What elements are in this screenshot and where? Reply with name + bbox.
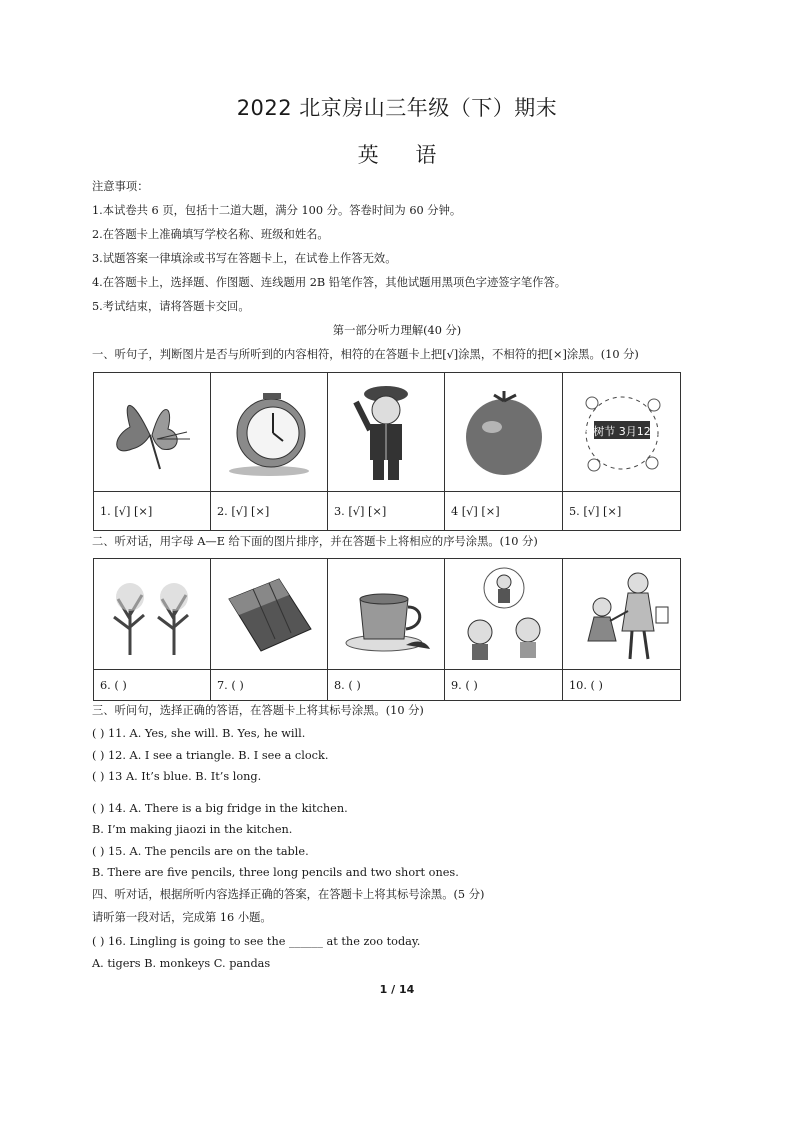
- answer-option: 4 [√] [×]: [445, 492, 563, 531]
- police-officer-icon: [336, 380, 436, 485]
- page-title: 2022 北京房山三年级（下）期末: [236, 96, 558, 120]
- chocolate-bar-icon: [219, 569, 319, 659]
- tree-planting-day-text: 植树节 3月12日: [581, 424, 662, 438]
- tree-planting-day-icon: [572, 385, 672, 480]
- tomato-icon: [454, 387, 554, 477]
- answer-option: 2. [√] [×]: [211, 492, 328, 531]
- cup-of-tea-icon: [336, 569, 436, 659]
- answer-option: 5. [√] [×]: [563, 492, 681, 531]
- picture-cell: [211, 373, 328, 492]
- section-heading: 二、听对话，用字母 A—E 给下面的图片排序，并在答题卡上将相应的序号涂黑。(10 分): [92, 535, 538, 548]
- bare-trees-icon: [102, 569, 202, 659]
- picture-cell: [328, 373, 445, 492]
- question-line: B. There are five pencils, three long pencils and two short ones.: [92, 866, 459, 879]
- picture-cell: [445, 559, 563, 670]
- picture-cell: [563, 559, 681, 670]
- question-line: ( ) 14. A. There is a big fridge in the kitchen.: [92, 802, 348, 815]
- section-heading: 四、听对话，根据所听内容选择正确的答案，在答题卡上将其标号涂黑。(5 分): [92, 888, 485, 901]
- notice-item: 4.在答题卡上，选择题、作图题、连线题用 2B 铅笔作答，其他试题用黑项色字迹签字笔作答。: [92, 276, 567, 289]
- picture-cell: [445, 373, 563, 492]
- butterfly-icon: [102, 387, 202, 477]
- question-line: ( ) 15. A. The pencils are on the table.: [92, 845, 309, 858]
- answer-blank: 9. ( ): [445, 670, 563, 701]
- question-line: B. I’m making jiaozi in the kitchen.: [92, 823, 293, 836]
- answer-blank: 10. ( ): [563, 670, 681, 701]
- notice-heading: 注意事项：: [92, 180, 149, 193]
- picture-table-2: [93, 558, 681, 701]
- part-title: 第一部分听力理解(40 分): [332, 324, 462, 337]
- section-intro: 请听第一段对话，完成第 16 小题。: [92, 911, 272, 924]
- question-line: ( ) 11. A. Yes, she will. B. Yes, he will.: [92, 727, 306, 740]
- picture-cell: [94, 373, 211, 492]
- answer-blank: 6. ( ): [94, 670, 211, 701]
- picture-cell: [328, 559, 445, 670]
- page-number: 1 / 14: [379, 983, 415, 996]
- answer-option: 3. [√] [×]: [328, 492, 445, 531]
- answer-option: 1. [√] [×]: [94, 492, 211, 531]
- notice-item: 3.试题答案一律填涂或书写在答题卡上，在试卷上作答无效。: [92, 252, 397, 265]
- notice-item: 5.考试结束，请将答题卡交回。: [92, 300, 250, 313]
- subject-title: 英 语: [357, 143, 437, 167]
- question-line: ( ) 13 A. It’s blue. B. It’s long.: [92, 770, 262, 783]
- answer-blank: 8. ( ): [328, 670, 445, 701]
- question-line: ( ) 12. A. I see a triangle. B. I see a clock.: [92, 749, 329, 762]
- picture-cell: [94, 559, 211, 670]
- picture-cell: [563, 373, 681, 492]
- picture-table-1: [93, 372, 681, 531]
- mother-and-daughter-icon: [572, 567, 672, 662]
- section-heading: 一、听句子，判断图片是否与所听到的内容相符，相符的在答题卡上把[√]涂黑，不相符的把[×]涂黑。(10 分): [92, 348, 639, 361]
- notice-item: 2.在答题卡上准确填写学校名称、班级和姓名。: [92, 228, 329, 241]
- children-talking-icon: [454, 564, 554, 664]
- alarm-clock-icon: [219, 387, 319, 477]
- picture-cell: [211, 559, 328, 670]
- section-heading: 三、听问句，选择正确的答语，在答题卡上将其标号涂黑。(10 分): [92, 704, 424, 717]
- answer-blank: 7. ( ): [211, 670, 328, 701]
- notice-item: 1.本试卷共 6 页，包括十二道大题，满分 100 分。答卷时间为 60 分钟。: [92, 204, 462, 217]
- question-options: A. tigers B. monkeys C. pandas: [92, 957, 271, 970]
- question-line: ( ) 16. Lingling is going to see the ______ at the zoo today.: [92, 935, 421, 948]
